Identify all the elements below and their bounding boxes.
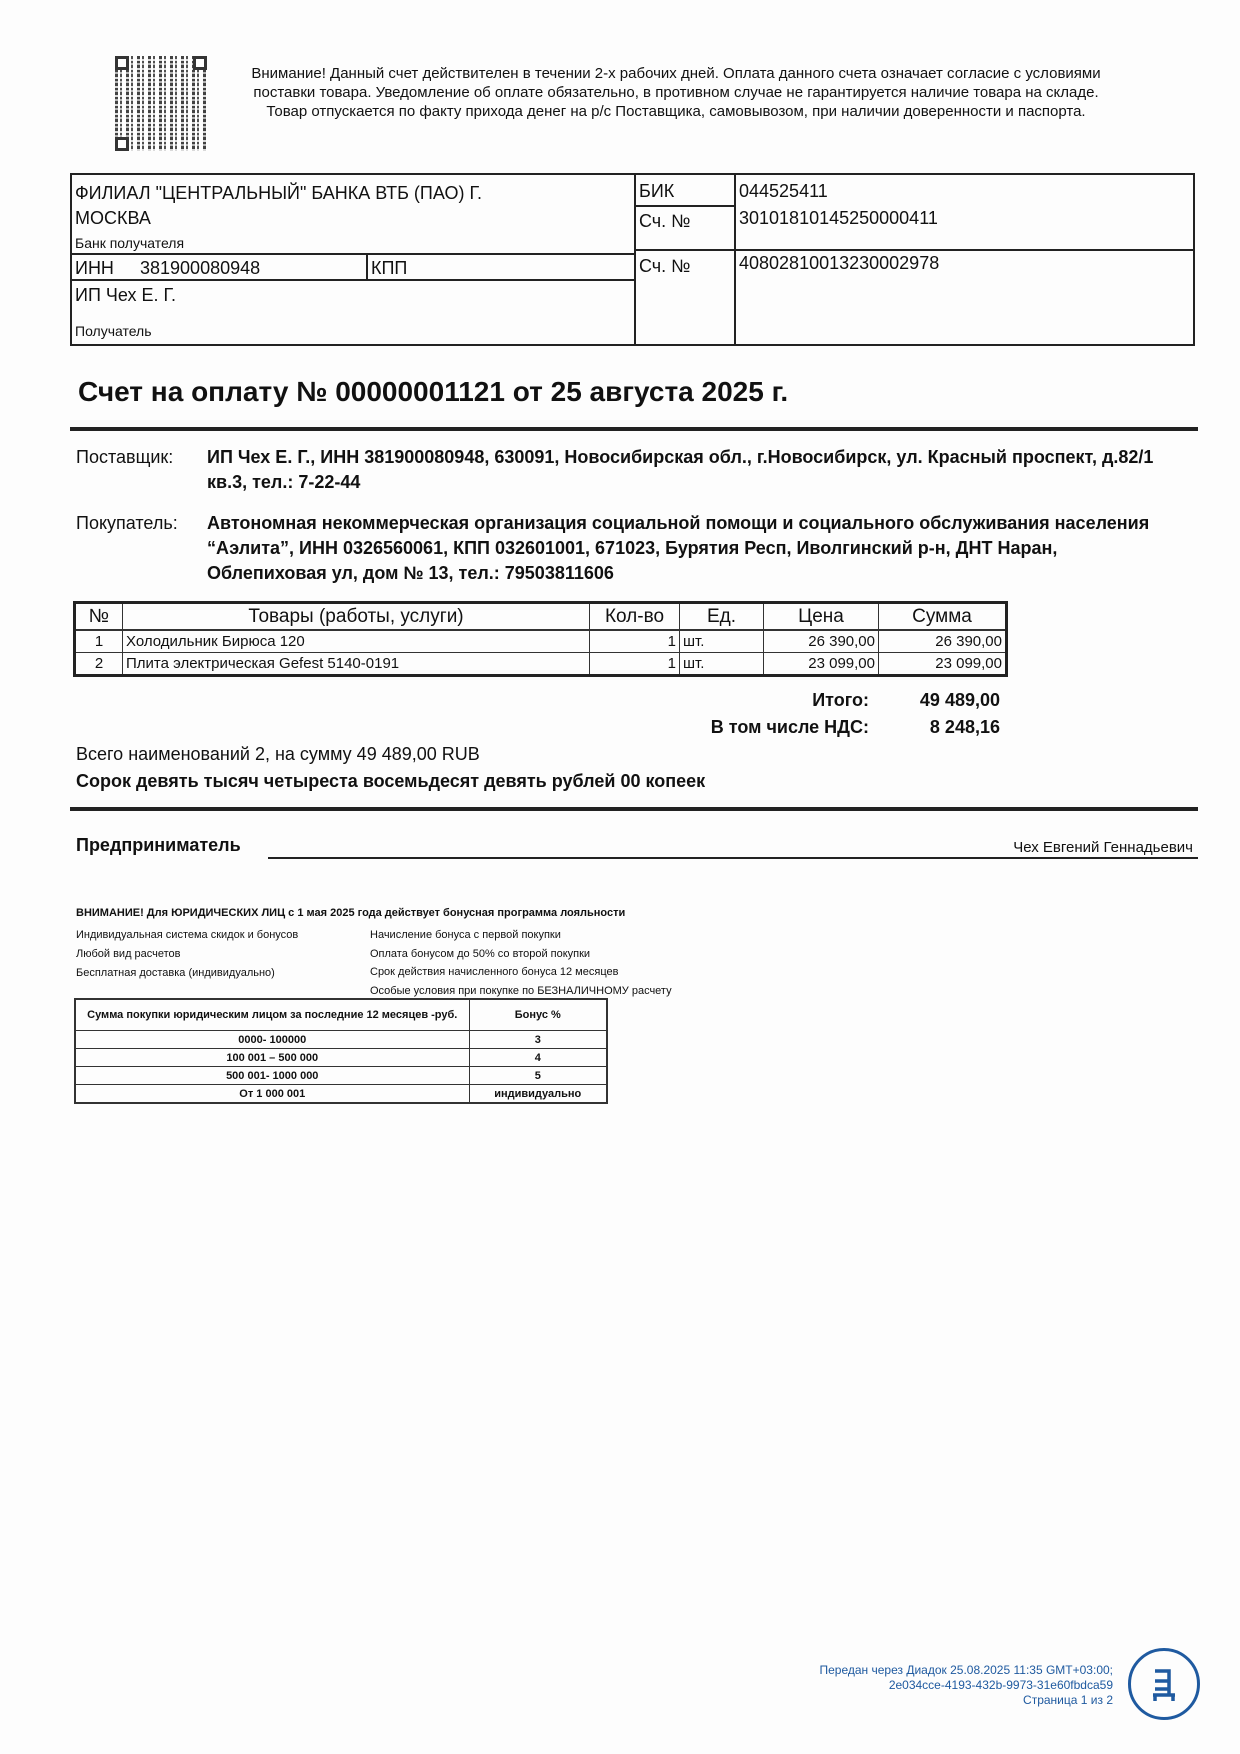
buyer-value: Автономная некоммерческая организация социальной помощи и социального обслуживания населения “Аэлита”, ИНН 0326560061, КПП 032601001, 671023, Бурятия Респ, Иволгинский р-н, ДНТ Наран, Облепиховая ул, дом № 13, тел.: 79503811606 — [207, 513, 1150, 583]
col-number: № — [75, 603, 123, 631]
bonus-range: 0000- 100000 — [75, 1031, 469, 1049]
bonus-item: Начисление бонуса с первой покупки — [370, 929, 561, 941]
col-unit: Ед. — [680, 603, 764, 631]
cell-unit: шт. — [680, 653, 764, 676]
buyer-label: Покупатель: — [76, 513, 178, 533]
cell-unit: шт. — [680, 630, 764, 653]
cell-goods: Плита электрическая Gefest 5140-0191 — [123, 653, 590, 676]
bank-name: ФИЛИАЛ "ЦЕНТРАЛЬНЫЙ" БАНКА ВТБ (ПАО) Г. — [75, 183, 482, 203]
bonus-range: От 1 000 001 — [75, 1085, 469, 1104]
signature-line — [268, 857, 1198, 859]
account-label: Сч. № — [639, 256, 691, 276]
bonus-item: Любой вид расчетов — [76, 948, 181, 960]
table-row — [75, 1031, 607, 1049]
bonus-col-percent: Бонус % — [469, 999, 607, 1031]
table-row — [75, 1049, 607, 1067]
diadok-document-id: 2e034cce-4193-432b-9973-31e60fbdca59 — [888, 1678, 1113, 1692]
bank-details-table — [70, 173, 1195, 346]
signature-label: Предприниматель — [76, 835, 241, 855]
bonus-range: 500 001- 1000 000 — [75, 1067, 469, 1085]
payment-notice: Внимание! Данный счет действителен в течении 2-х рабочих дней. Оплата данного счета означает согласие с условиями поставки товара. Уведомление об оплате обязательно, в противном случае не гарантируется наличие товара на складе. Товар отпускается по факту прихода денег на р/с Поставщика, самовывозом, при наличии доверенности и паспорта. — [251, 65, 1101, 120]
inn-label: ИНН — [75, 258, 114, 278]
col-goods: Товары (работы, услуги) — [123, 603, 590, 631]
divider — [70, 807, 1198, 811]
diadok-transfer-line: Передан через Диадок 25.08.2025 11:35 GMT+03:00; — [819, 1663, 1113, 1677]
supplier-value: ИП Чех Е. Г., ИНН 381900080948, 630091, Новосибирская обл., г.Новосибирск, ул. Красный проспект, д.82/1 кв.3, тел.: 7-22-44 — [207, 447, 1154, 492]
items-table — [73, 601, 1008, 677]
bonus-left-list — [76, 926, 298, 983]
bonus-item: Особые условия при покупке по БЕЗНАЛИЧНОМУ расчету — [370, 984, 672, 997]
corr-account-label: Сч. № — [639, 211, 691, 231]
bonus-range: 100 001 – 500 000 — [75, 1049, 469, 1067]
recipient-label: Получатель — [75, 323, 152, 339]
bank-label: Банк получателя — [75, 235, 185, 251]
cell-sum: 23 099,00 — [879, 653, 1007, 676]
corr-account-value: 30101810145250000411 — [739, 208, 938, 228]
col-qty: Кол-во — [590, 603, 680, 631]
bonus-item: Индивидуальная система скидок и бонусов — [76, 929, 299, 941]
diadok-stamp — [819, 1663, 1113, 1708]
bonus-col-sum: Сумма покупки юридическим лицом за последние 12 месяцев -руб. — [75, 999, 469, 1031]
items-summary: Всего наименований 2, на сумму 49 489,00 RUB — [76, 744, 480, 764]
bonus-header-row — [75, 999, 607, 1031]
total-value: 49 489,00 — [919, 690, 1000, 710]
total-label: Итого: — [812, 690, 869, 710]
bonus-heading: ВНИМАНИЕ! Для ЮРИДИЧЕСКИХ ЛИЦ с 1 мая 2025 года действует бонусная программа лояльности — [76, 907, 626, 919]
bonus-percent: 5 — [469, 1067, 607, 1085]
col-price: Цена — [764, 603, 879, 631]
cell-qty: 1 — [590, 653, 680, 676]
bonus-table — [74, 998, 608, 1104]
bonus-percent: 3 — [469, 1031, 607, 1049]
table-row — [75, 630, 1007, 653]
table-row — [75, 1067, 607, 1085]
table-row — [75, 1085, 607, 1104]
signer-name: Чех Евгений Геннадьевич — [1013, 839, 1193, 856]
account-value: 40802810013230002978 — [739, 253, 940, 273]
bik-label: БИК — [639, 181, 675, 201]
inn-value: 381900080948 — [140, 258, 261, 278]
bonus-item: Бесплатная доставка (индивидуально) — [76, 967, 275, 979]
cell-number: 2 — [75, 653, 123, 676]
bank-name-city: МОСКВА — [75, 208, 151, 228]
bonus-percent: 4 — [469, 1049, 607, 1067]
vat-label: В том числе НДС: — [710, 717, 869, 737]
cell-qty: 1 — [590, 630, 680, 653]
cell-price: 26 390,00 — [764, 630, 879, 653]
cell-sum: 26 390,00 — [879, 630, 1007, 653]
qr-code — [115, 56, 207, 151]
supplier-label: Поставщик: — [76, 447, 174, 467]
table-row — [75, 653, 1007, 676]
kpp-label: КПП — [371, 258, 408, 278]
recipient-name: ИП Чех Е. Г. — [75, 285, 177, 305]
bonus-right-list — [370, 926, 672, 1000]
bonus-item: Срок действия начисленного бонуса 12 месяцев — [370, 966, 619, 978]
vat-value: 8 248,16 — [929, 717, 1000, 737]
col-sum: Сумма — [879, 603, 1007, 631]
amount-in-words: Сорок девять тысяч четыреста восемьдесят девять рублей 00 копеек — [76, 771, 706, 791]
cell-goods: Холодильник Бирюса 120 — [123, 630, 590, 653]
diadok-logo-icon — [1128, 1648, 1200, 1720]
invoice-title: Счет на оплату № 00000001121 от 25 августа 2025 г. — [78, 376, 789, 407]
bik-value: 044525411 — [739, 181, 828, 201]
diadok-page: Страница 1 из 2 — [1023, 1693, 1113, 1707]
table-header-row — [75, 603, 1007, 631]
divider — [70, 427, 1198, 431]
bonus-item: Оплата бонусом до 50% со второй покупки — [370, 947, 591, 960]
bonus-percent: индивидуально — [469, 1085, 607, 1104]
cell-price: 23 099,00 — [764, 653, 879, 676]
cell-number: 1 — [75, 630, 123, 653]
